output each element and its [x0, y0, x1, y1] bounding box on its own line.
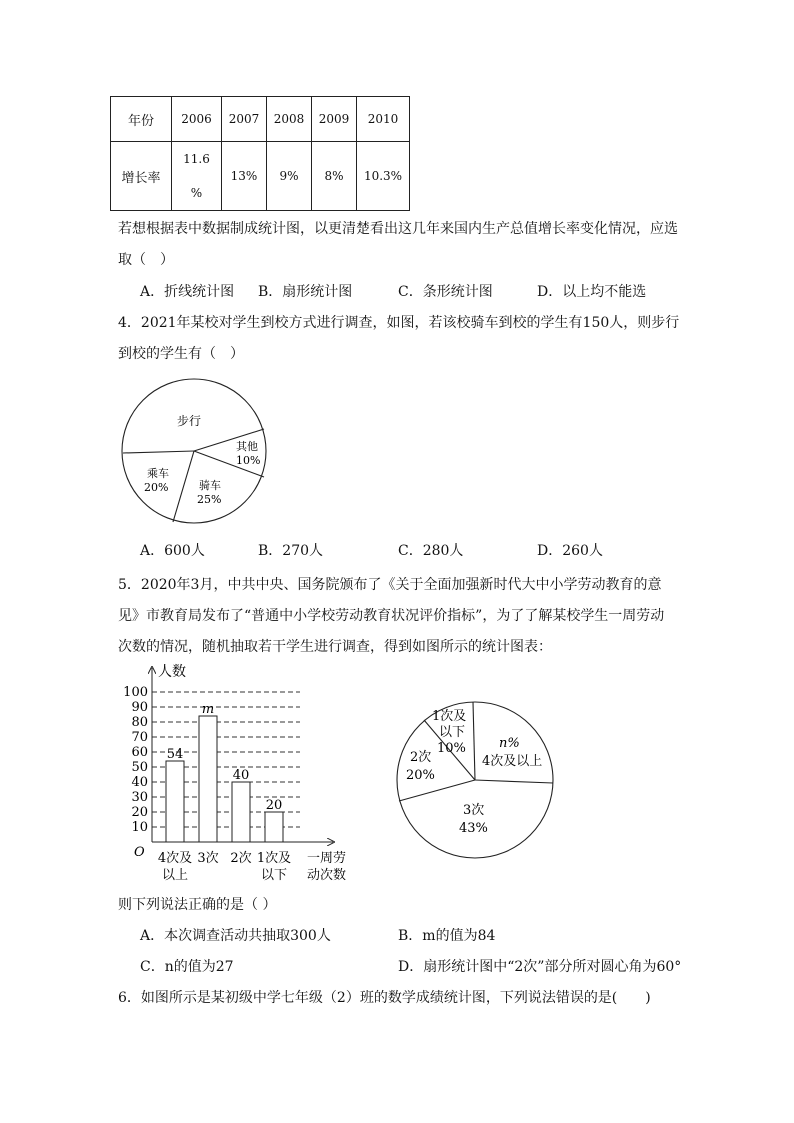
y-tick-label: 50 [131, 760, 148, 775]
labor-pie-pct-2: 20% [406, 768, 435, 783]
bar-category-label: 4次及 [157, 851, 193, 866]
y-tick-label: 40 [131, 775, 148, 790]
y-tick-label: 20 [131, 805, 148, 820]
q3-option-d[interactable]: D．以上均不能选 [537, 284, 647, 300]
q5-option-c[interactable]: C．n的值为27 [140, 959, 234, 975]
q3-option-a[interactable]: A．折线统计图 [140, 284, 235, 300]
q5-option-b[interactable]: B．m的值为84 [398, 928, 496, 944]
y-tick-label: 100 [123, 685, 148, 700]
table-header-rate: 增长率 [111, 142, 172, 211]
table-row-rate [111, 142, 410, 211]
y-tick-label: 60 [131, 745, 148, 760]
bar [265, 812, 283, 842]
bar-category-label: 3次 [197, 851, 219, 866]
table-row-year [111, 97, 410, 142]
labor-pie-label-3: 3次 [463, 803, 485, 818]
bar-data-label: 40 [232, 768, 250, 783]
table-cell-rate: 10.3% [357, 142, 410, 211]
labor-pie-label-4plus: 4次及以上 [482, 754, 543, 769]
bar-categories [158, 850, 291, 883]
y-tick-label: 70 [131, 730, 148, 745]
bar-x-axis-label-line1: 一周劳 [307, 851, 347, 866]
table-cell-year: 2008 [267, 97, 312, 142]
q5-question-line1: 5．2020年3月，中共中央、国务院颁布了《关于全面加强新时代大中小学劳动教育的意 [118, 577, 662, 593]
table-cell-year: 2009 [312, 97, 357, 142]
bar-category-label: 1次及 [256, 851, 292, 866]
table-cell-year: 2006 [172, 97, 222, 142]
bar-series [166, 702, 283, 842]
commute-pie-chart [110, 372, 280, 532]
labor-pie-label-2: 2次 [410, 750, 432, 765]
growth-rate-table [110, 96, 410, 211]
q4-question-line1: 4．2021年某校对学生到校方式进行调查，如图，若该校骑车到校的学生有150人，则步行 [118, 315, 680, 331]
q5-option-a[interactable]: A．本次调查活动共抽取300人 [140, 928, 331, 944]
rate-first-part1: 11.6 [183, 152, 210, 166]
bar-category-label-line2: 以上 [161, 868, 189, 883]
bar-origin-label: O [134, 845, 145, 860]
labor-pie-divider-1-n [473, 702, 475, 780]
q5-option-d[interactable]: D．扇形统计图中“2次”部分所对圆心角为60° [398, 959, 682, 975]
bar [166, 761, 184, 842]
bar-category-label-line2: 以下 [260, 868, 288, 883]
bar [232, 782, 250, 842]
q4-option-d[interactable]: D．260人 [537, 543, 603, 559]
bar-category-label: 2次 [230, 851, 252, 866]
rate-first-part2: % [190, 186, 203, 200]
y-tick-label: 80 [131, 715, 148, 730]
table-cell-rate: 9% [267, 142, 312, 211]
labor-pie-label-n: n% [499, 736, 520, 751]
bar-data-label: m [201, 702, 215, 717]
labor-pie-pct-3: 43% [459, 821, 488, 836]
pie-label-other: 其他 [236, 440, 258, 453]
pie-label-bike: 骑车 [199, 479, 221, 492]
bar-data-label: 20 [265, 798, 283, 813]
pie-pct-bike: 25% [197, 493, 222, 506]
q5-question-line2: 见》市教育局发布了“普通中小学校劳动教育状况评价指标”，为了了解某校学生一周劳动 [118, 608, 665, 624]
bar-data-label: 54 [166, 747, 184, 762]
pie-divider-bike-bus [173, 451, 194, 522]
table-cell-rate: 13% [222, 142, 267, 211]
y-tick-label: 30 [131, 790, 148, 805]
table-cell-year: 2010 [357, 97, 410, 142]
q4-option-a[interactable]: A．600人 [140, 543, 205, 559]
labor-pie-pct-1less: 10% [437, 741, 466, 756]
bar-x-axis-label-line2: 动次数 [307, 868, 347, 883]
q6-question: 6．如图所示是某初级中学七年级（2）班的数学成绩统计图，下列说法错误的是( ) [118, 990, 651, 1006]
q3-question-line1: 若想根据表中数据制成统计图，以更清楚看出这几年来国内生产总值增长率变化情况，应选 [118, 221, 678, 237]
q3-option-b[interactable]: B．扇形统计图 [258, 284, 353, 300]
bar-y-axis-label: 人数 [158, 664, 186, 680]
labor-pie-label-1less: 1次及 [432, 709, 467, 724]
labor-pie-divider-n-3 [475, 780, 553, 783]
q5-question-line3: 次数的情况，随机抽取若干学生进行调查，得到如图所示的统计图表： [118, 639, 552, 655]
pie-pct-bus: 20% [144, 481, 169, 494]
q5-after-chart: 则下列说法正确的是（ ） [118, 897, 277, 913]
q3-question-line2: 取（ ） [118, 252, 174, 268]
table-cell-year: 2007 [222, 97, 267, 142]
pie-pct-other: 10% [236, 454, 261, 467]
labor-pie-divider-3-2 [399, 780, 475, 801]
q3-option-c[interactable]: C．条形统计图 [398, 284, 493, 300]
pie-label-bus: 乘车 [147, 467, 169, 480]
pie-divider-bus-walk [123, 451, 194, 453]
q4-option-c[interactable]: C．280人 [398, 543, 464, 559]
table-cell-rate [172, 142, 222, 211]
labor-pie-label-1less-line2: 以下 [439, 725, 466, 740]
labor-bar-chart [110, 660, 370, 890]
bar [199, 716, 217, 842]
bar-y-ticks [123, 685, 148, 835]
table-cell-rate: 8% [312, 142, 357, 211]
q4-question-line2: 到校的学生有（ ） [118, 346, 244, 362]
pie-label-walk: 步行 [177, 414, 202, 428]
y-tick-label: 10 [131, 820, 148, 835]
q4-option-b[interactable]: B．270人 [258, 543, 324, 559]
y-tick-label: 90 [131, 700, 148, 715]
table-header-year: 年份 [111, 97, 172, 142]
labor-pie-chart [390, 698, 560, 863]
